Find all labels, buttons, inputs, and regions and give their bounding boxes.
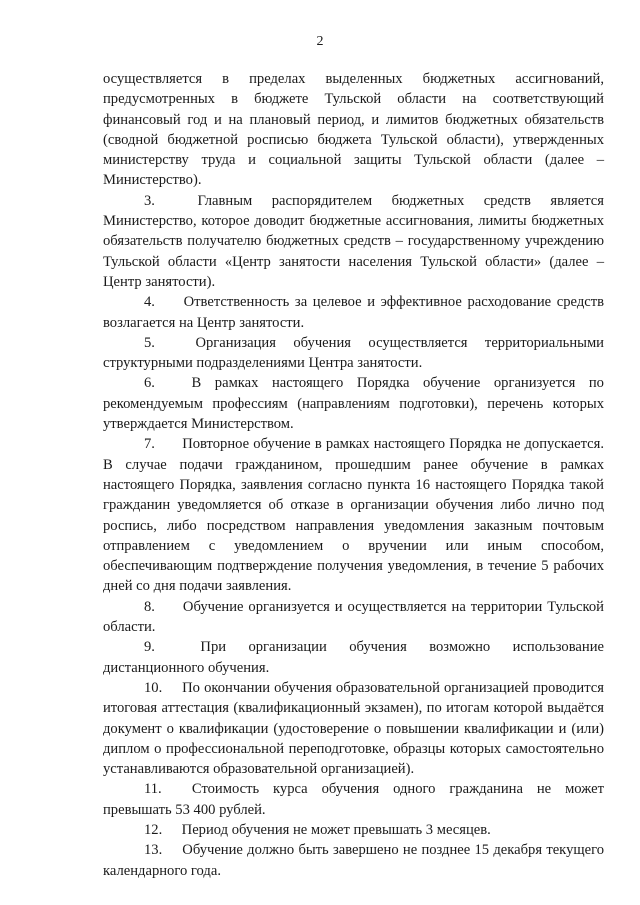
paragraph-text: Обучение должно быть завершено не позднее 15 декабря текущего календарного года.	[103, 842, 605, 879]
paragraph-text: Ответственность за целевое и эффективное расходование средств возлагается на Центр занятости.	[103, 294, 604, 331]
paragraph-number: 13.	[144, 842, 163, 859]
paragraph-5	[103, 333, 604, 374]
paragraph-9	[103, 637, 604, 678]
paragraph-number: 10.	[144, 679, 163, 696]
paragraph-12	[103, 820, 604, 840]
paragraph-continuation	[103, 69, 604, 191]
paragraph-text: Главным распорядителем бюджетных средств является Министерство, которое доводит бюджетные ассигнования, лимиты бюджетных обязательств получателю бюджетных средств – государственному учреждению Тульской области «Центр занятости населения Тульской области» (далее – Центр занятости).	[103, 192, 604, 290]
paragraph-4	[103, 292, 604, 333]
paragraph-number: 11.	[144, 781, 162, 798]
paragraph-text: При организации обучения возможно использование дистанционного обучения.	[103, 639, 604, 676]
paragraph-3	[103, 191, 604, 292]
paragraph-text: Повторное обучение в рамках настоящего Порядка не допускается. В случае подачи гражданином, прошедшим ранее обучение в рамках настоящего Порядка, заявления согласно пункта 16 настоящего Порядка такой гражданин уведомляется об отказе в организации обучения либо лично под роспись, либо посредством направления уведомления заказным почтовым отправлением с уведомлением о вручении или иным способом, обеспечивающим подтверждение получения уведомления, в течение 5 рабочих дней со дня подачи заявления.	[103, 436, 605, 595]
paragraph-text: осуществляется в пределах выделенных бюджетных ассигнований, предусмотренных в бюджете Тульской области на соответствующий финансовый год и на плановый период, и лимитов бюджетных обязательств (сводной бюджетной росписью бюджета Тульской области), утвержденных министерству труда и социальной защиты Тульской области (далее – Министерство).	[103, 71, 604, 189]
paragraph-13	[103, 840, 604, 881]
paragraph-10	[103, 678, 604, 779]
paragraph-text: Период обучения не может превышать 3 месяцев.	[181, 821, 491, 838]
paragraph-6	[103, 373, 604, 434]
paragraph-text: Обучение организуется и осуществляется на территории Тульской области.	[103, 598, 604, 636]
paragraph-number: 6.	[144, 375, 155, 392]
paragraph-number: 7.	[144, 436, 155, 453]
paragraph-11	[103, 779, 604, 820]
page-number: 2	[316, 34, 324, 49]
paragraph-text: В рамках настоящего Порядка обучение организуется по рекомендуемым профессиям (направлениям подготовки), перечень которых утверждается Министерством.	[103, 375, 604, 433]
paragraph-text: По окончании обучения образовательной организацией проводится итоговая аттестация (квалификационный экзамен), по итогам которой выдаётся документ о квалификации (удостоверение о повышении квалификации и (или) диплом о профессиональной переподготовке, образцы которых самостоятельно устанавливаются образовательной организацией).	[103, 679, 604, 778]
document-body	[103, 69, 604, 881]
paragraph-number: 8.	[144, 598, 155, 615]
paragraph-number: 3.	[144, 192, 155, 209]
paragraph-number: 12.	[144, 821, 163, 838]
paragraph-number: 5.	[144, 334, 155, 351]
paragraph-8	[103, 597, 604, 638]
paragraph-number: 9.	[144, 639, 155, 656]
paragraph-text: Стоимость курса обучения одного гражданина не может превышать 53 400 рублей.	[103, 781, 604, 818]
paragraph-7	[103, 434, 604, 596]
paragraph-number: 4.	[144, 294, 155, 311]
paragraph-text: Организация обучения осуществляется территориальными структурными подразделениями Центра занятости.	[103, 334, 604, 372]
